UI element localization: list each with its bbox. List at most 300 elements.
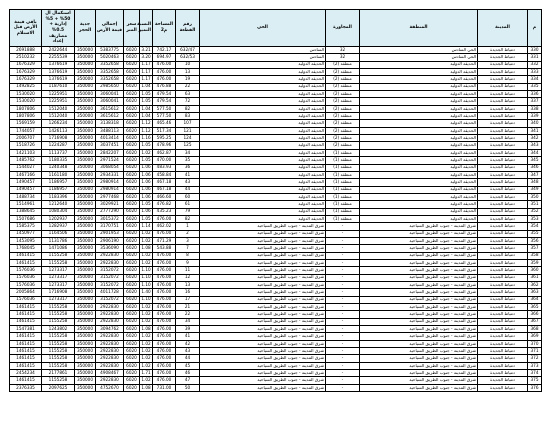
cell-price-per-meter: 6020 <box>124 149 140 156</box>
cell-plot-number: 13 <box>176 69 200 76</box>
cell-region: الحديقة الدولية <box>360 135 478 142</box>
cell-booking-deposit: 350000 <box>75 186 96 193</box>
cell-total-land-value: 4752670 <box>96 384 124 391</box>
cell-distinction-ratio: 1.02 <box>140 237 153 244</box>
cell-city: دمياط الجديدة <box>478 377 528 384</box>
land-prices-table <box>9 9 542 392</box>
cell-region: شرق المدينة - جنوب الطريق السياحية <box>360 282 478 289</box>
cell-distinction-ratio: 1.06 <box>140 164 153 171</box>
cell-city: دمياط الجديدة <box>478 179 528 186</box>
table-row <box>10 340 542 347</box>
cell-district: شرق المدينة - جنوب الطريق السياحية <box>200 245 326 252</box>
table-row <box>10 311 542 318</box>
cell-booking-deposit: 350000 <box>75 127 96 134</box>
cell-booking-deposit: 350000 <box>75 120 96 127</box>
table-row <box>10 54 542 61</box>
cell-region: شرق المدينة - جنوب الطريق السياحية <box>360 311 478 318</box>
cell-index: 344 <box>528 149 542 156</box>
cell-plot-number: 11 <box>176 267 200 274</box>
cell-booking-deposit: 350000 <box>75 370 96 377</box>
cell-booking-deposit: 350000 <box>75 333 96 340</box>
table-row <box>10 120 542 127</box>
cell-price-per-meter: 6020 <box>124 237 140 244</box>
cell-region: شرق المدينة - جنوب الطريق السياحية <box>360 355 478 362</box>
header-distinction-ratio: النسبة التميز <box>140 10 153 47</box>
cell-index: 373 <box>528 362 542 369</box>
cell-city: دمياط الجديدة <box>478 318 528 325</box>
cell-remaining-value: 1676329 <box>10 61 42 68</box>
table-row <box>10 186 542 193</box>
table-row <box>10 208 542 215</box>
cell-neighborhood: منطقة (2) <box>326 61 360 68</box>
cell-remaining-value: 2454234 <box>10 370 42 377</box>
cell-region: الحديقة الدولية <box>360 69 478 76</box>
cell-city: دمياط الجديدة <box>478 370 528 377</box>
table-row <box>10 113 542 120</box>
cell-booking-deposit: 350000 <box>75 230 96 237</box>
cell-city: دمياط الجديدة <box>478 237 528 244</box>
cell-booking-deposit: 350000 <box>75 149 96 156</box>
cell-plot-number: 13 <box>176 282 200 289</box>
cell-remaining-value: 1461415 <box>10 318 42 325</box>
cell-price-per-meter: 6020 <box>124 304 140 311</box>
cell-remaining-value: 1807806 <box>10 105 42 112</box>
cell-remaining-value: 1569159 <box>10 120 42 127</box>
cell-district: الحديقة الدولية <box>200 215 326 222</box>
table-row <box>10 201 542 208</box>
cell-total-land-value: 3094762 <box>96 326 124 333</box>
cell-district: شرق المدينة - جنوب الطريق السياحية <box>200 274 326 281</box>
cell-remaining-value: 2005864 <box>10 289 42 296</box>
cell-total-land-value: 3152072 <box>96 274 124 281</box>
cell-completion-payment: 1113737 <box>42 149 75 156</box>
cell-remaining-value: 1421103 <box>10 149 42 156</box>
cell-distinction-ratio: 1.40 <box>140 289 153 296</box>
cell-distinction-ratio: 1.06 <box>140 186 153 193</box>
cell-booking-deposit: 350000 <box>75 135 96 142</box>
cell-district: الحديقة الدولية <box>200 113 326 120</box>
cell-district: شرق المدينة - جنوب الطريق السياحية <box>200 252 326 259</box>
cell-area: 476.00 <box>153 340 176 347</box>
cell-plot-number: 60 <box>176 193 200 200</box>
cell-booking-deposit: 350000 <box>75 223 96 230</box>
cell-remaining-value: 1461415 <box>10 333 42 340</box>
cell-remaining-value: 1461415 <box>10 355 42 362</box>
cell-price-per-meter: 6020 <box>124 135 140 142</box>
cell-city: دمياط الجديدة <box>478 208 528 215</box>
cell-completion-payment: 1155258 <box>42 304 75 311</box>
cell-distinction-ratio: 1.08 <box>140 326 153 333</box>
cell-area: 476.00 <box>153 289 176 296</box>
cell-remaining-value: 1576036 <box>10 267 42 274</box>
cell-price-per-meter: 6020 <box>124 91 140 98</box>
cell-total-land-value: 2922830 <box>96 259 124 266</box>
cell-index: 372 <box>528 355 542 362</box>
cell-price-per-meter: 6020 <box>124 326 140 333</box>
cell-district: السادس <box>200 47 326 54</box>
cell-plot-number: 9 <box>176 259 200 266</box>
table-row <box>10 304 542 311</box>
cell-plot-number: 39 <box>176 326 200 333</box>
cell-index: 346 <box>528 164 542 171</box>
cell-neighborhood: - <box>326 311 360 318</box>
cell-plot-number: 43 <box>176 179 200 186</box>
cell-neighborhood: منطقة (2) <box>326 113 360 120</box>
cell-district: الحديقة الدولية <box>200 127 326 134</box>
cell-city: دمياط الجديدة <box>478 201 528 208</box>
table-row <box>10 142 542 149</box>
header-neighborhood: المجاورة <box>326 10 360 47</box>
cell-completion-payment: 1155258 <box>42 311 75 318</box>
cell-index: 366 <box>528 311 542 318</box>
cell-neighborhood: - <box>326 355 360 362</box>
cell-district: شرق المدينة - جنوب الطريق السياحية <box>200 333 326 340</box>
cell-completion-payment: 1212640 <box>42 201 75 208</box>
cell-area: 435.23 <box>153 208 176 215</box>
cell-total-land-value: 3015372 <box>96 215 124 222</box>
cell-plot-number: 125 <box>176 142 200 149</box>
cell-neighborhood: منطقة (1) <box>326 157 360 164</box>
cell-index: 333 <box>528 69 542 76</box>
cell-district: شرق المدينة - جنوب الطريق السياحية <box>200 362 326 369</box>
table-row <box>10 259 542 266</box>
cell-district: الحديقة الدولية <box>200 179 326 186</box>
cell-neighborhood: منطقة (2) <box>326 135 360 142</box>
cell-region: الحديقة الدولية <box>360 215 478 222</box>
table-row <box>10 61 542 68</box>
cell-area: 476.00 <box>153 252 176 259</box>
cell-price-per-meter: 6020 <box>124 348 140 355</box>
cell-region: الحديقة الدولية <box>360 127 478 134</box>
cell-city: دمياط الجديدة <box>478 91 528 98</box>
cell-remaining-value: 1514961 <box>10 201 42 208</box>
table-row <box>10 193 542 200</box>
cell-area: 466.60 <box>153 193 176 200</box>
cell-district: شرق المدينة - جنوب الطريق السياحية <box>200 377 326 384</box>
table-row <box>10 289 542 296</box>
cell-region: شرق المدينة - جنوب الطريق السياحية <box>360 333 478 340</box>
header-region: المنطقة <box>360 10 478 47</box>
cell-city: دمياط الجديدة <box>478 289 528 296</box>
table-header-row <box>10 10 542 47</box>
cell-plot-number: 50 <box>176 384 200 391</box>
cell-city: دمياط الجديدة <box>478 304 528 311</box>
cell-distinction-ratio: 1.05 <box>140 142 153 149</box>
cell-plot-number: 17 <box>176 296 200 303</box>
table-row <box>10 83 542 90</box>
cell-booking-deposit: 350000 <box>75 47 96 54</box>
cell-remaining-value: 1450977 <box>10 230 42 237</box>
cell-district: شرق المدينة - جنوب الطريق السياحية <box>200 348 326 355</box>
cell-completion-payment: 1155258 <box>42 259 75 266</box>
cell-district: شرق المدينة - جنوب الطريق السياحية <box>200 223 326 230</box>
cell-index: 374 <box>528 370 542 377</box>
cell-district: شرق المدينة - جنوب الطريق السياحية <box>200 311 326 318</box>
table-row <box>10 91 542 98</box>
cell-remaining-value: 1461415 <box>10 259 42 266</box>
cell-city: دمياط الجديدة <box>478 171 528 178</box>
cell-plot-number: 10 <box>176 61 200 68</box>
cell-plot-number: 61 <box>176 201 200 208</box>
table-row <box>10 69 542 76</box>
cell-remaining-value: 1453095 <box>10 237 42 244</box>
cell-booking-deposit: 350000 <box>75 252 96 259</box>
cell-neighborhood: - <box>326 274 360 281</box>
cell-distinction-ratio: 1.02 <box>140 340 153 347</box>
cell-plot-number: 46 <box>176 370 200 377</box>
cell-remaining-value: 1461415 <box>10 362 42 369</box>
cell-district: شرق المدينة - جنوب الطريق السياحية <box>200 259 326 266</box>
cell-total-land-value: 3152072 <box>96 296 124 303</box>
header-total-land-value: إجمالي قيمة الأرض <box>96 10 124 47</box>
cell-region: شرق المدينة - جنوب الطريق السياحية <box>360 340 478 347</box>
cell-plot-number: 121 <box>176 127 200 134</box>
cell-region: الحديقة الدولية <box>360 201 478 208</box>
cell-index: 371 <box>528 348 542 355</box>
cell-remaining-value: 1488734 <box>10 193 42 200</box>
cell-plot-number: 124 <box>176 135 200 142</box>
cell-total-land-value: 3615612 <box>96 113 124 120</box>
cell-region: الحديقة الدولية <box>360 76 478 83</box>
cell-district: الحديقة الدولية <box>200 98 326 105</box>
cell-completion-payment: 1186957 <box>42 186 75 193</box>
cell-city: دمياط الجديدة <box>478 274 528 281</box>
cell-price-per-meter: 6020 <box>124 245 140 252</box>
cell-plot-number: 16 <box>176 289 200 296</box>
cell-index: 358 <box>528 252 542 259</box>
cell-region: شرق المدينة - جنوب الطريق السياحية <box>360 326 478 333</box>
cell-remaining-value: 1807806 <box>10 113 42 120</box>
cell-index: 354 <box>528 223 542 230</box>
cell-area: 476.00 <box>153 348 176 355</box>
cell-area: 476.00 <box>153 326 176 333</box>
cell-neighborhood: - <box>326 282 360 289</box>
cell-index: 345 <box>528 157 542 164</box>
header-index: م <box>528 10 542 47</box>
cell-district: الحديقة الدولية <box>200 193 326 200</box>
cell-city: دمياط الجديدة <box>478 340 528 347</box>
cell-plot-number: 82 <box>176 105 200 112</box>
cell-completion-payment: 1376619 <box>42 61 75 68</box>
cell-area: 467.18 <box>153 186 176 193</box>
cell-index: 342 <box>528 135 542 142</box>
cell-remaining-value: 1492825 <box>10 83 42 90</box>
cell-city: دمياط الجديدة <box>478 113 528 120</box>
cell-region: الحديقة الدولية <box>360 83 478 90</box>
cell-area: 577.50 <box>153 113 176 120</box>
cell-completion-payment: 1186957 <box>42 179 75 186</box>
cell-price-per-meter: 6020 <box>124 193 140 200</box>
cell-booking-deposit: 350000 <box>75 76 96 83</box>
cell-price-per-meter: 6020 <box>124 54 140 61</box>
cell-neighborhood: منطقة (2) <box>326 76 360 83</box>
cell-district: شرق المدينة - جنوب الطريق السياحية <box>200 355 326 362</box>
cell-remaining-value: 1518726 <box>10 142 42 149</box>
table-row <box>10 171 542 178</box>
cell-area: 476.00 <box>153 318 176 325</box>
cell-district: شرق المدينة - جنوب الطريق السياحية <box>200 282 326 289</box>
cell-completion-payment: 1273317 <box>42 282 75 289</box>
cell-completion-payment: 1273317 <box>42 296 75 303</box>
cell-district: شرق المدينة - جنوب الطريق السياحية <box>200 304 326 311</box>
cell-district: شرق المدينة - جنوب الطريق السياحية <box>200 326 326 333</box>
cell-remaining-value: 2510232 <box>10 54 42 61</box>
cell-neighborhood: - <box>326 326 360 333</box>
table-row <box>10 370 542 377</box>
cell-completion-payment: 1131786 <box>42 237 75 244</box>
cell-completion-payment: 1155258 <box>42 340 75 347</box>
cell-index: 353 <box>528 215 542 222</box>
cell-district: الحديقة الدولية <box>200 142 326 149</box>
cell-remaining-value: 1676329 <box>10 76 42 83</box>
cell-price-per-meter: 6020 <box>124 267 140 274</box>
cell-area: 467.18 <box>153 179 176 186</box>
cell-total-land-value: 2922830 <box>96 304 124 311</box>
cell-index: 364 <box>528 296 542 303</box>
cell-completion-payment: 2255539 <box>42 54 75 61</box>
cell-index: 357 <box>528 245 542 252</box>
cell-booking-deposit: 350000 <box>75 296 96 303</box>
cell-area: 476.00 <box>153 267 176 274</box>
cell-booking-deposit: 350000 <box>75 318 96 325</box>
cell-completion-payment: 1155258 <box>42 377 75 384</box>
cell-index: 369 <box>528 333 542 340</box>
cell-region: شرق المدينة - جنوب الطريق السياحية <box>360 252 478 259</box>
cell-distinction-ratio: 1.06 <box>140 193 153 200</box>
table-row <box>10 223 542 230</box>
cell-plot-number: 7 <box>176 245 200 252</box>
cell-city: دمياط الجديدة <box>478 259 528 266</box>
cell-distinction-ratio: 1.05 <box>140 201 153 208</box>
cell-plot-number: 34 <box>176 149 200 156</box>
table-body <box>10 47 542 392</box>
cell-area: 462.02 <box>153 223 176 230</box>
cell-district: الحديقة الدولية <box>200 164 326 171</box>
cell-distinction-ratio: 1.10 <box>140 296 153 303</box>
cell-neighborhood: منطقة (1) <box>326 201 360 208</box>
cell-region: شرق المدينة - جنوب الطريق السياحية <box>360 348 478 355</box>
cell-completion-payment: 1161180 <box>42 171 75 178</box>
cell-index: 350 <box>528 193 542 200</box>
cell-neighborhood: منطقة (2) <box>326 91 360 98</box>
cell-plot-number: 12 <box>176 274 200 281</box>
cell-completion-payment: 2422644 <box>42 47 75 54</box>
cell-total-land-value: 2901953 <box>96 230 124 237</box>
cell-index: 343 <box>528 142 542 149</box>
cell-total-land-value: 2971524 <box>96 157 124 164</box>
cell-distinction-ratio: 1.02 <box>140 333 153 340</box>
table-row <box>10 47 542 54</box>
cell-completion-payment: 1716908 <box>42 289 75 296</box>
cell-neighborhood: منطقة (1) <box>326 215 360 222</box>
cell-area: 476.00 <box>153 274 176 281</box>
cell-remaining-value: 1461415 <box>10 377 42 384</box>
cell-region: شرق المدينة - جنوب الطريق السياحية <box>360 223 478 230</box>
cell-price-per-meter: 6020 <box>124 47 140 54</box>
cell-index: 376 <box>528 384 542 391</box>
cell-total-land-value: 3060041 <box>96 91 124 98</box>
cell-area: 476.82 <box>153 201 176 208</box>
cell-distinction-ratio: 1.04 <box>140 83 153 90</box>
cell-index: 363 <box>528 289 542 296</box>
cell-distinction-ratio: 1.16 <box>140 135 153 142</box>
cell-city: دمياط الجديدة <box>478 47 528 54</box>
cell-distinction-ratio: 1.12 <box>140 127 153 134</box>
cell-remaining-value: 1490457 <box>10 179 42 186</box>
table-row <box>10 179 542 186</box>
cell-city: دمياط الجديدة <box>478 105 528 112</box>
cell-distinction-ratio: 1.02 <box>140 311 153 318</box>
cell-area: 517.34 <box>153 127 176 134</box>
cell-index: 338 <box>528 105 542 112</box>
cell-completion-payment: 1080304 <box>42 208 75 215</box>
cell-total-land-value: 2980914 <box>96 186 124 193</box>
cell-city: دمياط الجديدة <box>478 69 528 76</box>
cell-neighborhood: - <box>326 245 360 252</box>
cell-completion-payment: 1426113 <box>42 127 75 134</box>
cell-index: 360 <box>528 267 542 274</box>
cell-neighborhood: - <box>326 230 360 237</box>
cell-neighborhood: - <box>326 304 360 311</box>
cell-area: 476.00 <box>153 215 176 222</box>
cell-booking-deposit: 350000 <box>75 348 96 355</box>
cell-region: شرق المدينة - جنوب الطريق السياحية <box>360 259 478 266</box>
cell-index: 362 <box>528 282 542 289</box>
cell-area: 462.87 <box>153 149 176 156</box>
cell-city: دمياط الجديدة <box>478 61 528 68</box>
cell-booking-deposit: 350000 <box>75 91 96 98</box>
cell-plot-number: 107 <box>176 120 200 127</box>
cell-city: دمياط الجديدة <box>478 164 528 171</box>
cell-completion-payment: 1155258 <box>42 355 75 362</box>
cell-neighborhood: منطقة (2) <box>326 83 360 90</box>
cell-total-land-value: 3352658 <box>96 76 124 83</box>
cell-total-land-value: 3352658 <box>96 69 124 76</box>
cell-price-per-meter: 6020 <box>124 223 140 230</box>
cell-total-land-value: 2922830 <box>96 318 124 325</box>
cell-neighborhood: - <box>326 267 360 274</box>
cell-completion-payment: 1155258 <box>42 348 75 355</box>
header-plot-number: رقم القطعة <box>176 10 200 47</box>
cell-city: دمياط الجديدة <box>478 362 528 369</box>
cell-remaining-value: 1461415 <box>10 340 42 347</box>
cell-area: 476.00 <box>153 61 176 68</box>
cell-plot-number: 44 <box>176 186 200 193</box>
cell-neighborhood: - <box>326 384 360 391</box>
header-remaining-value: باقي قيمة الأرض قبل الاستلام <box>10 10 42 47</box>
cell-region: الحديقة الدولية <box>360 105 478 112</box>
cell-total-land-value: 2922830 <box>96 252 124 259</box>
cell-total-land-value: 2922830 <box>96 311 124 318</box>
cell-remaining-value: 1490457 <box>10 186 42 193</box>
cell-completion-payment: 1183396 <box>42 193 75 200</box>
cell-district: الحديقة الدولية <box>200 186 326 193</box>
table-row <box>10 384 542 391</box>
cell-remaining-value: 1530020 <box>10 98 42 105</box>
cell-total-land-value: 3068054 <box>96 164 124 171</box>
cell-district: الحديقة الدولية <box>200 208 326 215</box>
cell-completion-payment: 1180335 <box>42 157 75 164</box>
cell-booking-deposit: 350000 <box>75 61 96 68</box>
cell-area: 543.88 <box>153 245 176 252</box>
cell-area: 595.25 <box>153 135 176 142</box>
cell-area: 476.00 <box>153 311 176 318</box>
cell-neighborhood: منطقة (2) <box>326 142 360 149</box>
cell-plot-number: 632/47 <box>176 47 200 54</box>
cell-completion-payment: 1471086 <box>42 245 75 252</box>
cell-booking-deposit: 350000 <box>75 98 96 105</box>
cell-distinction-ratio: 1.17 <box>140 61 153 68</box>
